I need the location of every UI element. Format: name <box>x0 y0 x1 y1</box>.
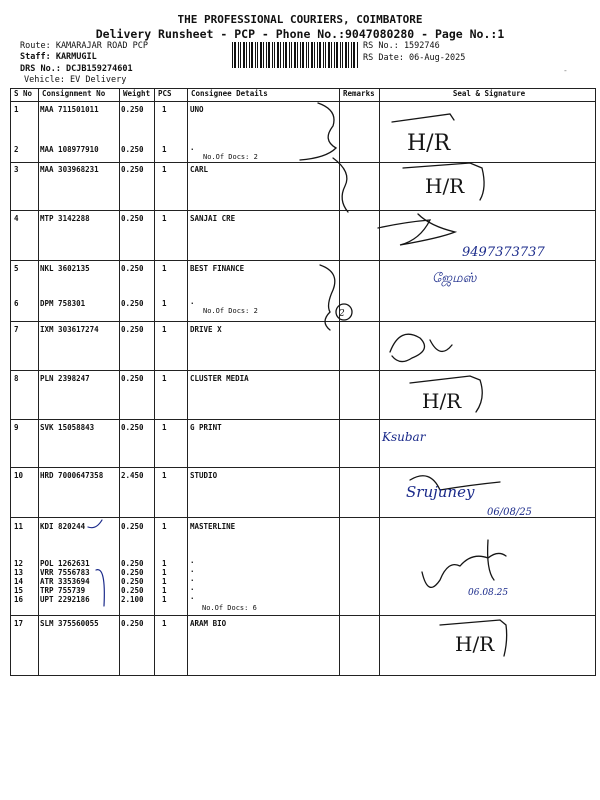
sig-phone-4: 9497373737 <box>462 245 545 260</box>
rs-date: RS Date: 06-Aug-2025 <box>363 53 466 63</box>
route-label: Route: KAMARAJAR ROAD PCP <box>20 41 148 51</box>
brace-mark <box>300 103 336 160</box>
tick-mark <box>88 520 102 528</box>
col-pcs: PCS <box>155 89 188 102</box>
table-row: 4 MTP 3142288 0.250 1 SANJAI CRE <box>11 211 596 261</box>
col-remarks: Remarks <box>340 89 380 102</box>
sig-hr-17: H/R <box>455 632 495 656</box>
company-title: THE PROFESSIONAL COURIERS, COIMBATORE <box>177 13 423 26</box>
signature-stroke <box>390 334 452 361</box>
table-row: 7 IXM 303617274 0.250 1 DRIVE X <box>11 322 596 371</box>
table-row: 9 SVK 15058843 0.250 1 G PRINT <box>11 420 596 468</box>
circle-number: 2 <box>339 309 345 319</box>
col-consignment: Consignment No <box>39 89 120 102</box>
rs-number: RS No.: 1592746 <box>363 41 440 51</box>
sig-date-12: 06.08.25 <box>468 588 509 598</box>
brace-mark <box>333 158 348 212</box>
sig-date-10: 06/08/25 <box>487 507 532 518</box>
col-sno: S No <box>11 89 39 102</box>
table-row: 17 SLM 375560055 0.250 1 ARAM BIO <box>11 616 596 676</box>
table-row: 8 PLN 2398247 0.250 1 CLUSTER MEDIA <box>11 371 596 420</box>
staff-label: Staff: KARMUGIL <box>20 52 97 62</box>
table-row: 3 MAA 303968231 0.250 1 CARL <box>11 163 596 211</box>
vehicle-label: Vehicle: EV Delivery <box>24 75 127 85</box>
sig-hr-1: H/R <box>407 131 451 156</box>
sig-hr-3: H/R <box>425 174 465 198</box>
tick-mark <box>96 570 104 606</box>
dash-mark: - <box>563 66 568 75</box>
brace-mark <box>320 265 335 330</box>
table-row: 1 2 MAA 711501011 MAA 108977910 0.250 0.250 1 1 UNO . No.Of Docs: 2 <box>11 102 596 163</box>
hr-box <box>392 114 454 122</box>
drs-number: DRS No.: DCJB159274601 <box>20 64 133 74</box>
table-row: 5 6 NKL 3602135 DPM 758301 0.250 0.250 1 1 BEST FINANCE . No.Of Docs: 2 <box>11 261 596 322</box>
table-row: 10 HRD 7000647358 2.450 1 STUDIO <box>11 468 596 518</box>
col-weight: Weight <box>120 89 155 102</box>
sig-name-9: Ksubar <box>382 430 426 444</box>
signature-stroke <box>378 214 455 245</box>
runsheet-subtitle: Delivery Runsheet - PCP - Phone No.:9047080280 - Page No.:1 <box>95 27 505 41</box>
table-row: 11 12 13 14 15 16 KDI 820244 POL 1262631 VRR 7556783 ATR 3353694 TRP 755739 UPT 2292186 0.250 0.250 0.250 0.250 0.250 2.100 1 1 1 1 1 1 MASTERLINE . . . . . No.Of Docs: 6 <box>11 518 596 616</box>
sig-tamil-5: ஜேமஸ் <box>432 271 477 286</box>
col-signature: Seal & Signature <box>380 89 596 102</box>
sig-hr-8: H/R <box>422 389 462 413</box>
sig-name-10: Srujuney <box>406 483 475 501</box>
col-consignee: Consignee Details <box>188 89 340 102</box>
signature-stroke <box>422 540 506 587</box>
